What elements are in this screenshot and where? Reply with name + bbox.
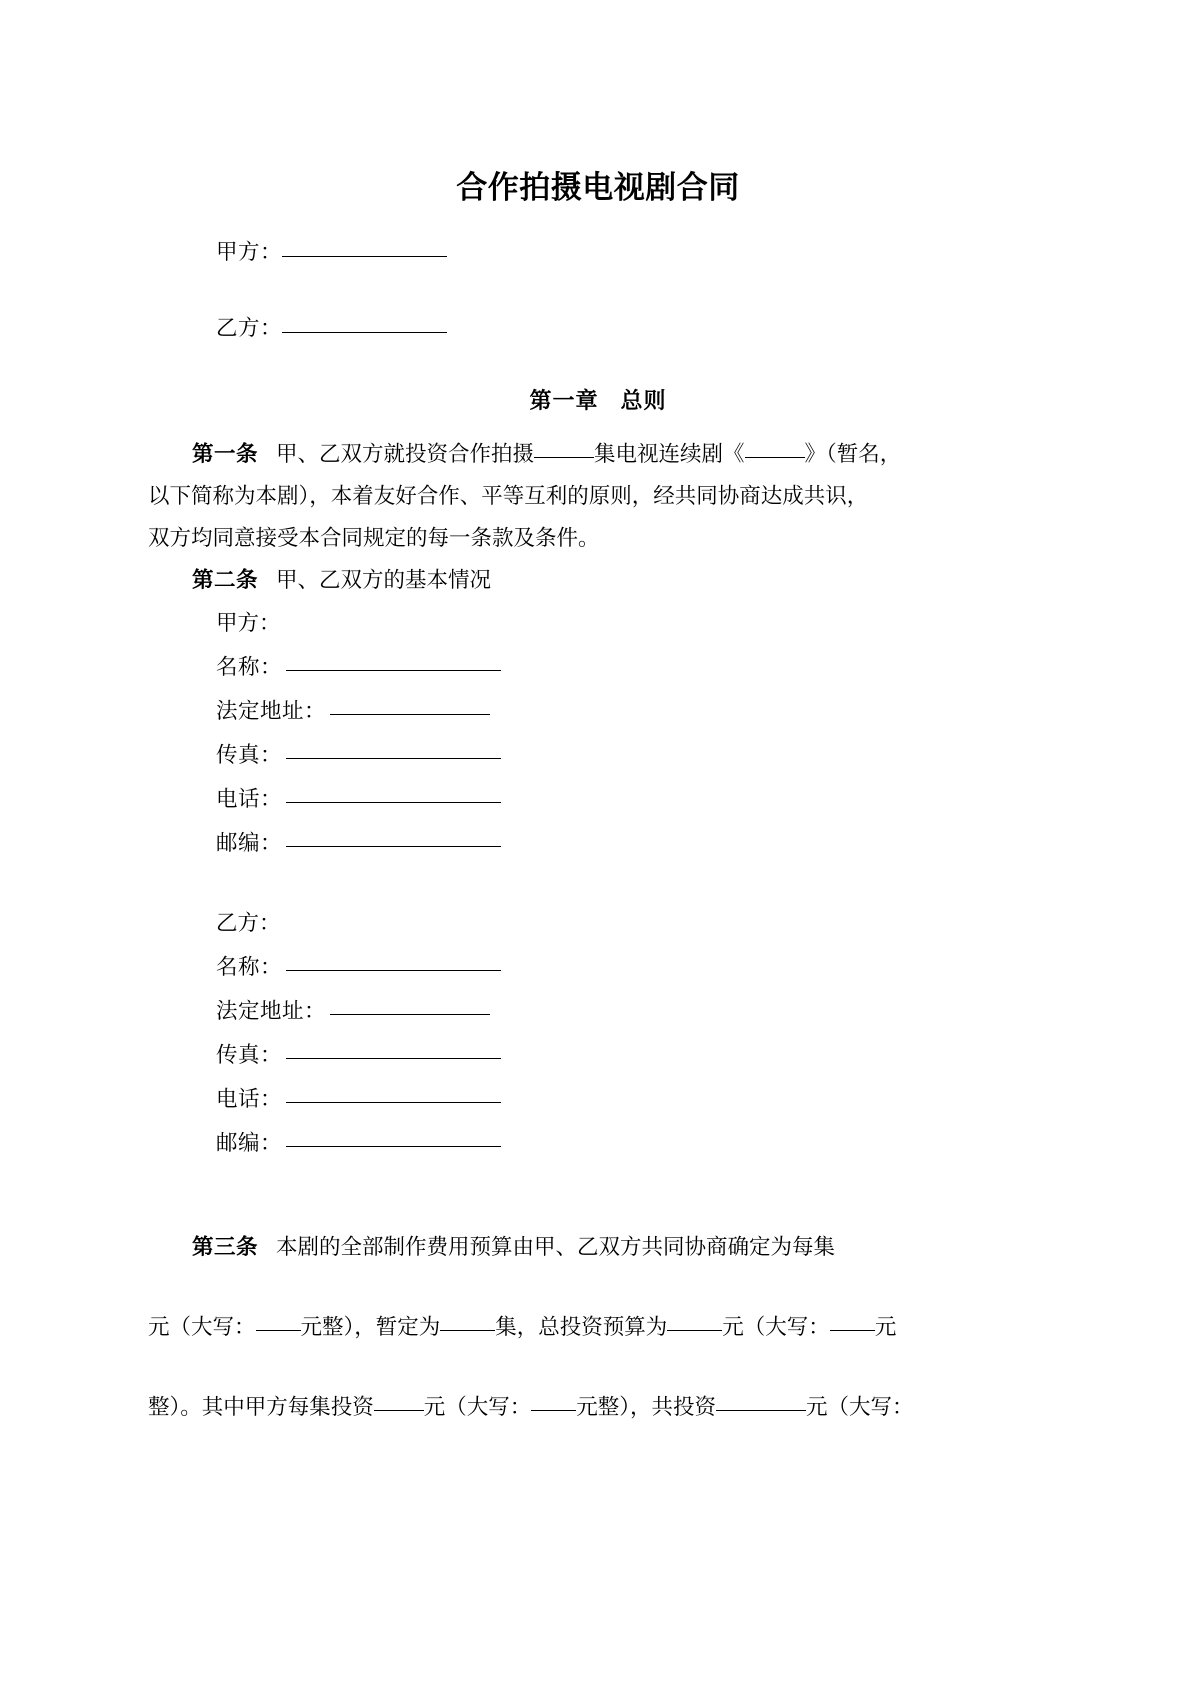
party-b-postcode-label: 邮编： — [216, 1130, 283, 1155]
budget-words-suffix: 元整），暂定为 — [300, 1314, 441, 1339]
party-a-phone-row — [148, 777, 1048, 821]
party-a-signature-line — [148, 240, 1048, 266]
chapter-heading — [148, 342, 1048, 415]
party-a-per-episode-words-blank — [531, 1410, 576, 1411]
party-b-address-label: 法定地址： — [216, 998, 327, 1023]
party-b-blank — [282, 332, 447, 333]
article-one-text-3: 》（暂名， — [804, 441, 902, 466]
party-a-postcode-label: 邮编： — [216, 830, 283, 855]
party-a-phone-blank — [286, 802, 501, 803]
party-a-fax-row — [148, 733, 1048, 777]
article-three-number: 第三条 — [192, 1234, 259, 1259]
article-two-title: 甲、乙双方的基本情况 — [276, 567, 492, 592]
party-b-postcode-blank — [286, 1146, 501, 1147]
party-b-address-blank — [330, 1014, 490, 1015]
article-three-text-1: 本剧的全部制作费用预算由甲、乙双方共同协商确定为每集 — [276, 1234, 836, 1259]
total-budget-words-prefix: 元（大写： — [722, 1314, 830, 1339]
party-a-name-row — [148, 645, 1048, 689]
party-a-name-label: 名称： — [216, 654, 283, 679]
party-b-address-row — [148, 989, 1048, 1033]
article-one-line-2: 以下简称为本剧），本着友好合作、平等互利的原则，经共同协商达成共识， — [148, 483, 869, 508]
budget-per-episode-unit: 元（大写： — [148, 1314, 256, 1339]
party-b-signature-line — [148, 316, 1048, 342]
budget-per-episode-words-blank — [256, 1330, 301, 1331]
party-b-name-blank — [286, 970, 501, 971]
article-two-paragraph — [148, 559, 1048, 601]
party-b-heading: 乙方： — [216, 910, 281, 935]
page-title: 合作拍摄电视剧合同 — [456, 170, 740, 206]
party-b-fax-blank — [286, 1058, 501, 1059]
party-b-label: 乙方： — [216, 315, 283, 340]
article-one-number: 第一条 — [192, 441, 259, 466]
article-two-number: 第二条 — [192, 567, 259, 592]
article-one-text-1: 甲、乙双方就投资合作拍摄 — [276, 441, 535, 466]
party-a-fax-blank — [286, 758, 501, 759]
total-budget-words-blank — [830, 1330, 875, 1331]
party-a-investment-words-prefix: 元（大写： — [423, 1394, 532, 1419]
chapter-number: 第一章 — [529, 387, 599, 413]
total-budget-unit: 元 — [874, 1314, 897, 1339]
party-a-postcode-blank — [286, 846, 501, 847]
party-a-investment-prefix: 整）。其中甲方每集投资 — [148, 1394, 374, 1419]
tentative-episodes-blank — [440, 1330, 495, 1331]
party-b-name-row — [148, 945, 1048, 989]
party-b-phone-blank — [286, 1102, 501, 1103]
party-b-info-block — [148, 901, 1048, 1165]
article-three-spacer — [148, 1165, 1048, 1187]
party-a-label: 甲方： — [216, 240, 283, 265]
party-a-total-words-prefix: 元（大写： — [806, 1394, 914, 1419]
party-b-phone-row — [148, 1077, 1048, 1121]
party-a-postcode-row — [148, 821, 1048, 865]
party-a-blank — [282, 256, 447, 257]
party-a-total-blank — [716, 1410, 806, 1411]
document-content — [148, 0, 1048, 1427]
party-a-phone-label: 电话： — [216, 786, 283, 811]
total-budget-prefix: 集，总投资预算为 — [495, 1314, 668, 1339]
episode-count-blank — [534, 457, 594, 458]
party-a-heading: 甲方： — [216, 610, 281, 635]
article-one-paragraph — [148, 433, 1048, 475]
article-three-line-1 — [148, 1227, 1048, 1267]
party-a-per-episode-blank — [374, 1410, 424, 1411]
party-a-name-blank — [286, 670, 501, 671]
article-three-line-2 — [148, 1307, 1048, 1347]
party-block-spacer — [148, 865, 1048, 901]
article-one-line-3: 双方均同意接受本合同规定的每一条款及条件。 — [148, 525, 600, 550]
party-a-total-prefix: 元整），共投资 — [576, 1394, 717, 1419]
total-budget-blank — [667, 1330, 722, 1331]
chapter-name: 总则 — [620, 387, 667, 413]
article-one-text-2: 集电视连续剧《 — [594, 441, 745, 466]
party-b-name-label: 名称： — [216, 954, 283, 979]
party-a-info-block — [148, 601, 1048, 865]
party-b-fax-label: 传真： — [216, 1042, 283, 1067]
party-a-address-row — [148, 689, 1048, 733]
party-a-address-blank — [330, 714, 490, 715]
party-b-postcode-row — [148, 1121, 1048, 1165]
article-three-line-3 — [148, 1387, 1048, 1427]
party-b-fax-row — [148, 1033, 1048, 1077]
party-a-address-label: 法定地址： — [216, 698, 327, 723]
party-a-fax-label: 传真： — [216, 742, 283, 767]
drama-title-blank — [745, 457, 805, 458]
party-b-phone-label: 电话： — [216, 1086, 283, 1111]
